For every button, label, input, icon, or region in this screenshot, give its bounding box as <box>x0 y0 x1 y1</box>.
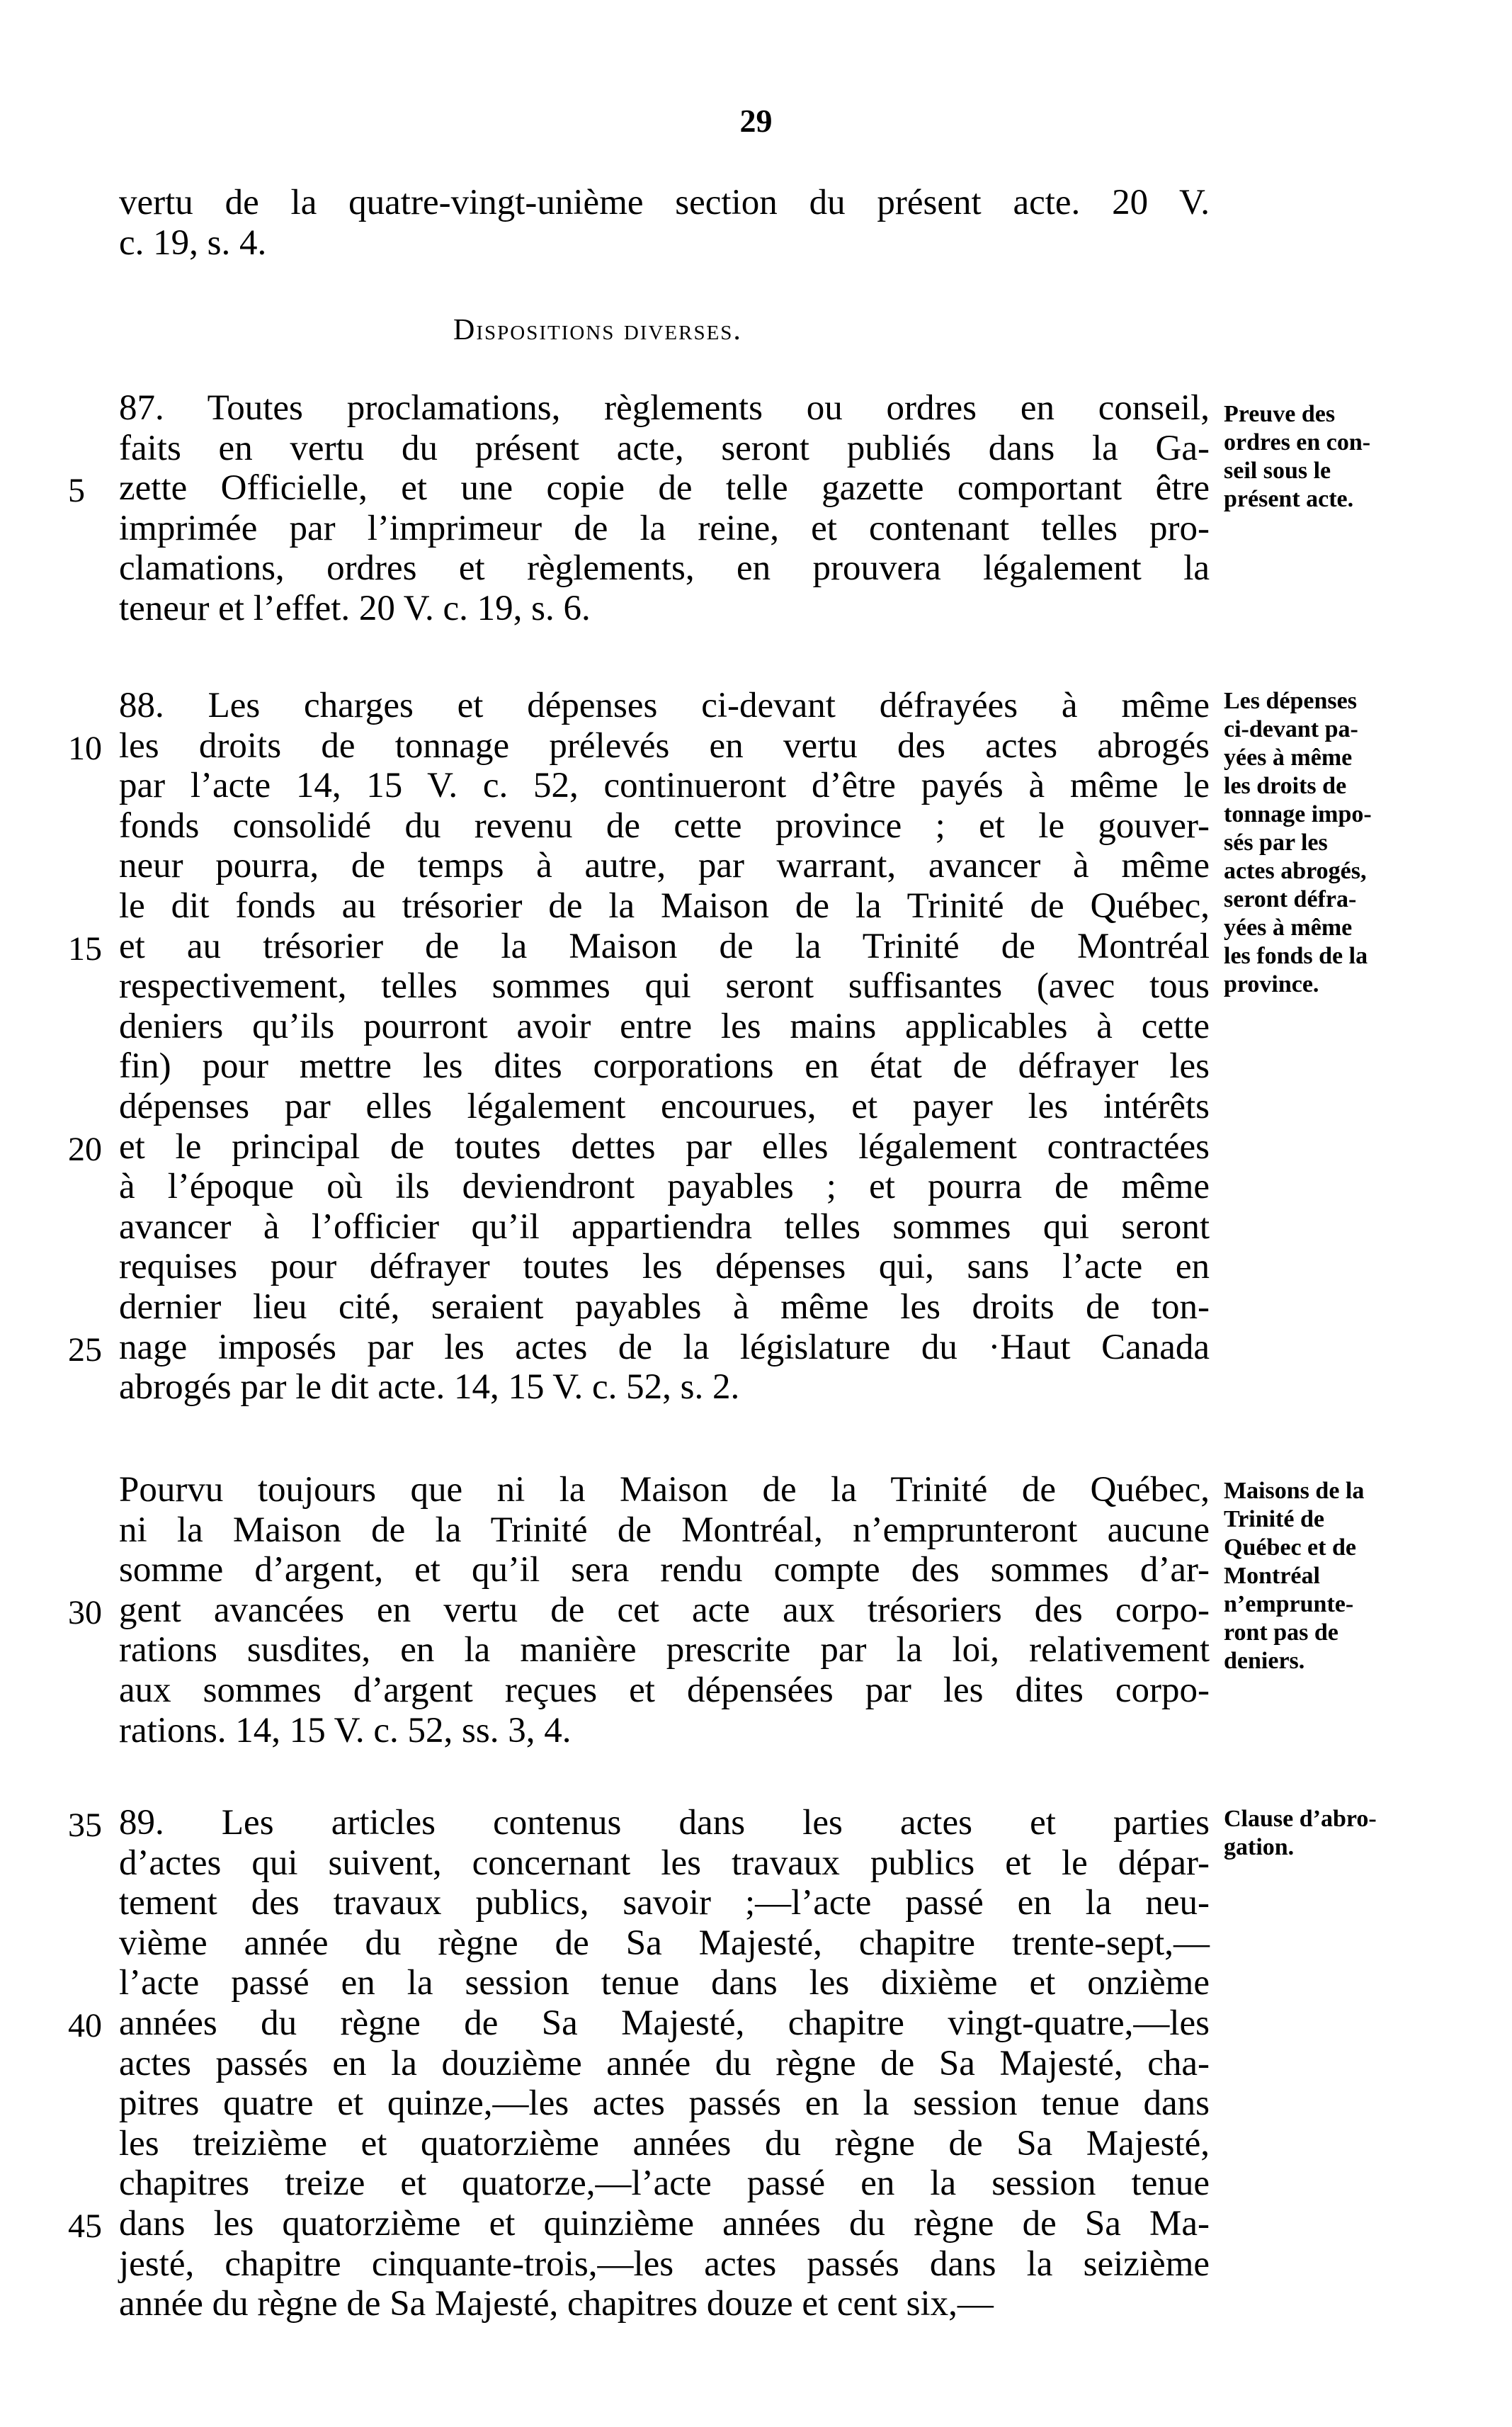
margin-note-line: Preuve des <box>1224 401 1336 427</box>
margin-note-line: présent acte. <box>1224 486 1354 512</box>
text-line: d’actes qui suivent, concernant les travaux publics et le dépar- <box>119 1843 1210 1883</box>
text-line: 88. Les charges et dépenses ci-devant défrayées à même <box>119 686 1210 725</box>
line-number: 45 <box>68 2207 102 2245</box>
margin-note-line: Maisons de la <box>1224 1478 1365 1504</box>
text-line: dépenses par elles légalement encourues, et payer les intérêts <box>119 1087 1210 1126</box>
text-line: deniers qu’ils pourront avoir entre les mains applicables à cette <box>119 1007 1210 1046</box>
text-line: fonds consolidé du revenu de cette province ; et le gouver- <box>119 806 1210 846</box>
text-line: faits en vertu du présent acte, seront publiés dans la Ga- <box>119 429 1210 468</box>
text-line: les treizième et quatorzième années du règne de Sa Majesté, <box>119 2124 1210 2163</box>
line-number: 10 <box>68 730 102 767</box>
margin-note-line: Trinité de <box>1224 1506 1324 1532</box>
margin-note-line: actes abrogés, <box>1224 858 1367 884</box>
margin-note-line: deniers. <box>1224 1648 1305 1674</box>
margin-note-line: gation. <box>1224 1834 1295 1860</box>
text-line: l’acte passé en la session tenue dans les dixième et onzième <box>119 1963 1210 2003</box>
margin-note-line: province. <box>1224 971 1319 997</box>
text-line: vertu de la quatre-vingt-unième section du présent acte. 20 V. <box>119 183 1210 222</box>
page-number: 29 <box>739 103 773 139</box>
text-line: chapitres treize et quatorze,—l’acte passé en la session tenue <box>119 2163 1210 2203</box>
line-number: 30 <box>68 1594 102 1631</box>
line-number: 25 <box>68 1331 102 1369</box>
text-line: et le principal de toutes dettes par elles légalement contractées <box>119 1127 1210 1167</box>
text-line: vième année du règne de Sa Majesté, chapitre trente-sept,— <box>119 1923 1210 1963</box>
text-line: nage imposés par les actes de la législature du ·Haut Canada <box>119 1328 1210 1367</box>
text-line: requises pour défrayer toutes les dépenses qui, sans l’acte en <box>119 1247 1210 1286</box>
line-number: 20 <box>68 1131 102 1168</box>
text-line: années du règne de Sa Majesté, chapitre vingt-quatre,—les <box>119 2003 1210 2043</box>
text-line: aux sommes d’argent reçues et dépensées par les dites corpo- <box>119 1670 1210 1710</box>
text-line: dans les quatorzième et quinzième années du règne de Sa Ma- <box>119 2204 1210 2244</box>
text-line: et au trésorier de la Maison de la Trinité de Montréal <box>119 927 1210 966</box>
text-line: ni la Maison de la Trinité de Montréal, n’emprunteront aucune <box>119 1510 1210 1550</box>
text-line: 89. Les articles contenus dans les actes et parties <box>119 1803 1210 1843</box>
line-number: 5 <box>68 472 85 509</box>
text-line: le dit fonds au trésorier de la Maison de la Trinité de Québec, <box>119 886 1210 926</box>
text-line: actes passés en la douzième année du règne de Sa Majesté, cha- <box>119 2044 1210 2083</box>
text-line: Pourvu toujours que ni la Maison de la Trinité de Québec, <box>119 1470 1210 1510</box>
text-line: imprimée par l’imprimeur de la reine, et contenant telles pro- <box>119 509 1210 548</box>
text-line: rations. 14, 15 V. c. 52, ss. 3, 4. <box>119 1711 572 1750</box>
line-number: 40 <box>68 2007 102 2044</box>
margin-note-line: seil sous le <box>1224 458 1331 484</box>
text-line: tement des travaux publics, savoir ;—l’acte passé en la neu- <box>119 1883 1210 1923</box>
text-line: dernier lieu cité, seraient payables à même les droits de ton- <box>119 1287 1210 1327</box>
margin-note-line: les droits de <box>1224 773 1347 799</box>
section-heading: Dispositions diverses. <box>453 314 742 346</box>
text-line: les droits de tonnage prélevés en vertu des actes abrogés <box>119 726 1210 766</box>
text-line: pitres quatre et quinze,—les actes passés en la session tenue dans <box>119 2083 1210 2123</box>
margin-note-line: yées à même <box>1224 915 1353 941</box>
text-line: respectivement, telles sommes qui seront suffisantes (avec tous <box>119 966 1210 1006</box>
text-line: teneur et l’effet. 20 V. c. 19, s. 6. <box>119 589 591 628</box>
text-line: avancer à l’officier qu’il appartiendra telles sommes qui seront <box>119 1207 1210 1247</box>
text-line: neur pourra, de temps à autre, par warrant, avancer à même <box>119 846 1210 886</box>
margin-note-line: n’emprunte- <box>1224 1591 1354 1617</box>
margin-note-line: tonnage impo- <box>1224 801 1372 827</box>
margin-note-line: ront pas de <box>1224 1619 1338 1646</box>
text-line: jesté, chapitre cinquante-trois,—les actes passés dans la seizième <box>119 2244 1210 2284</box>
margin-note-line: les fonds de la <box>1224 943 1368 969</box>
text-line: 87. Toutes proclamations, règlements ou ordres en conseil, <box>119 388 1210 428</box>
text-line: abrogés par le dit acte. 14, 15 V. c. 52, s. 2. <box>119 1367 740 1407</box>
line-number: 35 <box>68 1806 102 1844</box>
text-line: gent avancées en vertu de cet acte aux trésoriers des corpo- <box>119 1590 1210 1630</box>
text-line: fin) pour mettre les dites corporations en état de défrayer les <box>119 1046 1210 1086</box>
margin-note-line: sés par les <box>1224 830 1328 856</box>
margin-note-line: seront défra- <box>1224 886 1357 912</box>
margin-note-line: Québec et de <box>1224 1534 1356 1561</box>
text-line: somme d’argent, et qu’il sera rendu compte des sommes d’ar- <box>119 1550 1210 1590</box>
margin-note-line: Les dépenses <box>1224 688 1357 714</box>
margin-note-line: yées à même <box>1224 745 1353 771</box>
margin-note-line: ci-devant pa- <box>1224 716 1358 742</box>
text-line: année du règne de Sa Majesté, chapitres douze et cent six,— <box>119 2284 994 2324</box>
text-line: zette Officielle, et une copie de telle gazette comportant être <box>119 468 1210 508</box>
text-line: clamations, ordres et règlements, en prouvera légalement la <box>119 548 1210 588</box>
margin-note-line: ordres en con- <box>1224 429 1371 456</box>
line-number: 15 <box>68 930 102 968</box>
text-line: c. 19, s. 4. <box>119 223 267 263</box>
margin-note-line: Montréal <box>1224 1563 1320 1589</box>
margin-note-line: Clause d’abro- <box>1224 1806 1377 1832</box>
text-line: à l’époque où ils deviendront payables ; et pourra de même <box>119 1167 1210 1206</box>
text-line: par l’acte 14, 15 V. c. 52, continueront d’être payés à même le <box>119 766 1210 805</box>
text-line: rations susdites, en la manière prescrite par la loi, relativement <box>119 1630 1210 1670</box>
